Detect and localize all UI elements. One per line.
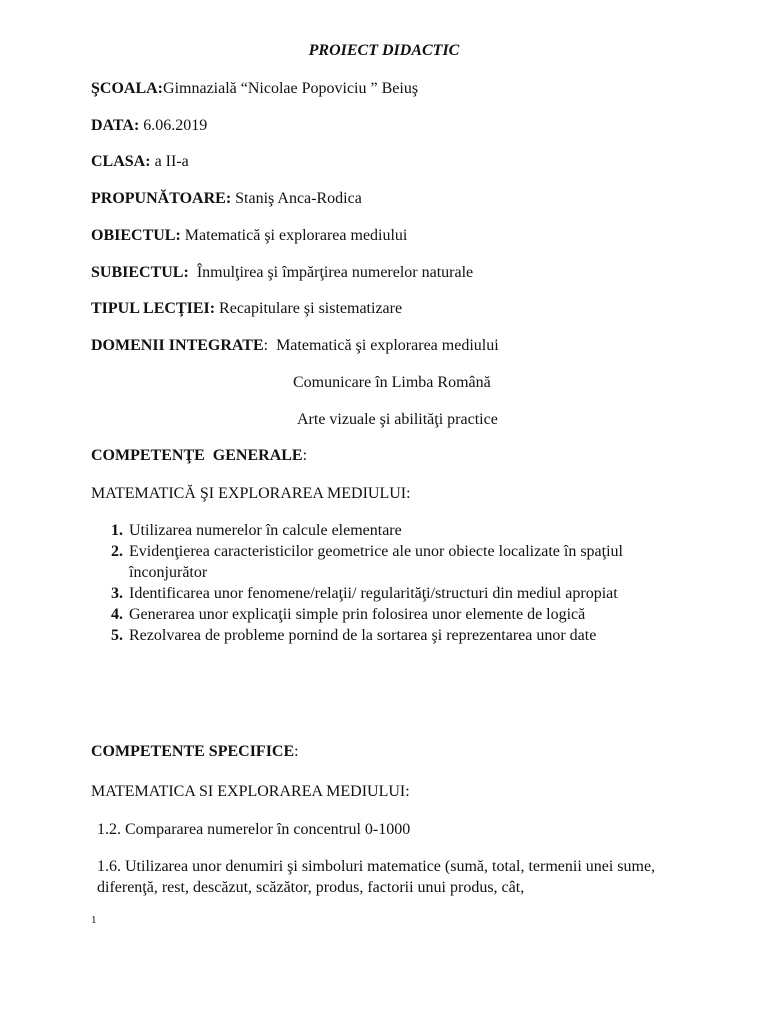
list-item-text: Rezolvarea de probleme pornind de la sortarea şi reprezentarea unor date [129, 627, 597, 644]
competente-generale-heading [91, 447, 307, 465]
field-obiectul [91, 227, 407, 245]
field-domenii-value: : Matematică şi explorarea mediului [263, 337, 499, 354]
specific-competence-item: 1.6. Utilizarea unor denumiri şi simboluri matematice (sumă, total, termenii unei sume, diferenţă, rest, descăzut, scăzător, produs, factorii unui produs, cât, [97, 858, 656, 896]
field-tipul-label: TIPUL LECŢIEI: [91, 300, 216, 317]
field-propunatoare-label: PROPUNĂTOARE: [91, 190, 232, 207]
field-propunatoare-value: Staniş Anca-Rodica [231, 190, 362, 207]
field-clasa-label: CLASA: [91, 153, 151, 170]
list-item-number: 3. [111, 585, 123, 602]
competente-specifice-label: COMPETENTE SPECIFICE [91, 743, 295, 760]
field-scoala-label: ŞCOALA: [91, 80, 164, 97]
list-item-number: 2. [111, 543, 123, 560]
general-competences-list [111, 520, 671, 646]
mat-heading-general: MATEMATICĂ ŞI EXPLORAREA MEDIULUI: [91, 485, 411, 502]
competente-generale-suffix: : [302, 447, 308, 464]
list-item [111, 541, 671, 583]
list-item [111, 520, 671, 541]
field-domenii [91, 337, 499, 355]
competente-generale-label: COMPETENŢE GENERALE [91, 447, 303, 464]
field-data [91, 117, 207, 135]
list-item-text: Identificarea unor fenomene/relaţii/ regularităţi/structuri din mediul apropiat [129, 585, 618, 602]
field-scoala [91, 80, 418, 98]
field-domenii-label: DOMENII INTEGRATE [91, 337, 264, 354]
field-obiectul-label: OBIECTUL: [91, 227, 181, 244]
list-item-number: 4. [111, 606, 123, 623]
field-obiectul-value: Matematică şi explorarea mediului [180, 227, 408, 244]
field-clasa-value: a II-a [150, 153, 189, 170]
list-item-text: Utilizarea numerelor în calcule elementare [129, 522, 402, 539]
domenii-extra-2: Arte vizuale şi abilităţi practice [297, 411, 498, 428]
list-item-number: 1. [111, 522, 123, 539]
list-item [111, 583, 671, 604]
list-item [111, 604, 671, 625]
list-item-text: Generarea unor explicaţii simple prin folosirea unor elemente de logică [129, 606, 586, 623]
field-data-value: 6.06.2019 [139, 117, 208, 134]
list-item-text: Evidenţierea caracteristicilor geometrice ale unor obiecte localizate în spaţiul înconjurător [129, 543, 623, 581]
specific-competence-item: 1.2. Compararea numerelor în concentrul 0-1000 [97, 821, 411, 838]
competente-specifice-suffix: : [294, 743, 299, 760]
page-number: 1 [91, 914, 97, 926]
field-propunatoare [91, 190, 362, 208]
domenii-extra-1: Comunicare în Limba Română [293, 374, 491, 391]
field-data-label: DATA: [91, 117, 140, 134]
document-title: PROIECT DIDACTIC [308, 42, 460, 59]
mat-heading-specific: MATEMATICA SI EXPLORAREA MEDIULUI: [91, 783, 410, 800]
field-tipul-lectiei [91, 300, 402, 318]
list-item [111, 625, 671, 646]
competente-specifice-heading [91, 743, 299, 761]
field-tipul-value: Recapitulare şi sistematizare [215, 300, 403, 317]
field-subiectul-value: Înmulţirea şi împărţirea numerelor naturale [188, 264, 474, 281]
list-item-number: 5. [111, 627, 123, 644]
field-subiectul [91, 264, 473, 282]
field-subiectul-label: SUBIECTUL: [91, 264, 189, 281]
field-clasa [91, 153, 189, 171]
field-scoala-value: Gimnazială “Nicolae Popoviciu ” Beiuş [163, 80, 419, 97]
